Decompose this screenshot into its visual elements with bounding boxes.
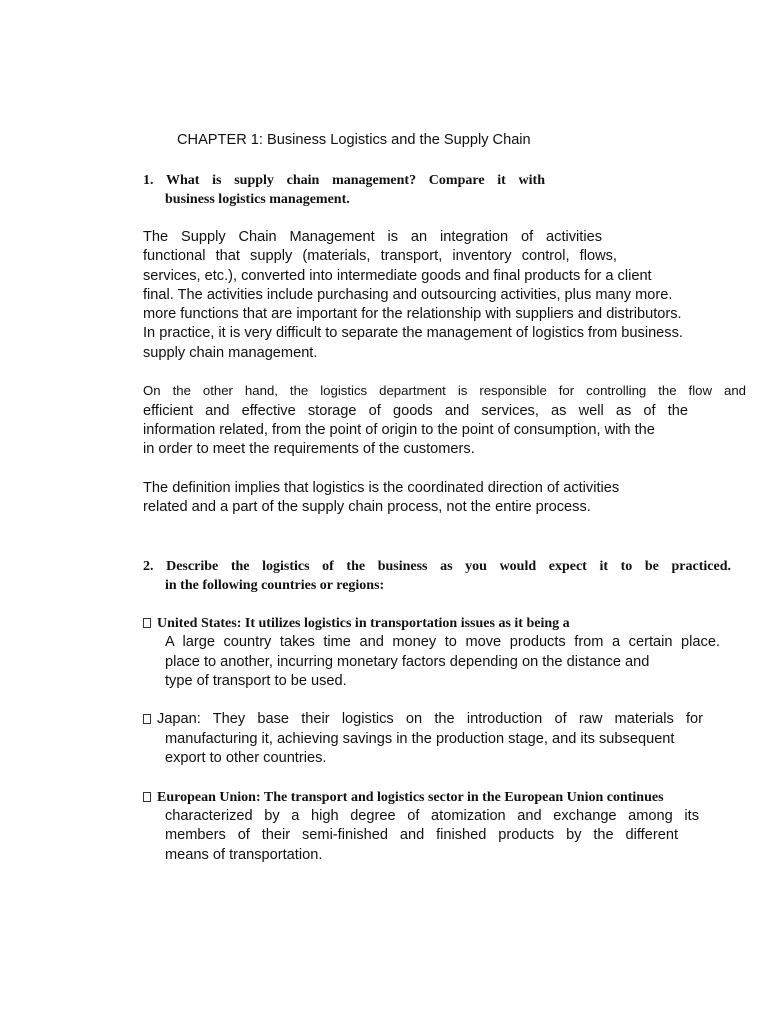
chapter-title: CHAPTER 1: Business Logistics and the Supply Chain xyxy=(177,132,531,148)
eu-item-line-3: members of their semi-finished and finished products by the different xyxy=(165,827,678,843)
paragraph-3-line-1: The definition implies that logistics is the coordinated direction of activities xyxy=(143,480,620,496)
us-item-heading: United States: It utilizes logistics in transportation issues as it being a xyxy=(157,616,570,631)
question-2-line-2: in the following countries or regions: xyxy=(165,578,385,593)
question-1-line-1: 1. What is supply chain management? Compare it with xyxy=(143,173,545,188)
bullet-box-icon xyxy=(143,618,151,628)
japan-item-line-2: manufacturing it, achieving savings in the production stage, and its subsequent xyxy=(165,731,675,747)
us-item-line-2: A large country takes time and money to move products from a certain place. xyxy=(165,634,720,650)
paragraph-1-line-7: supply chain management. xyxy=(143,345,318,361)
paragraph-3-line-2: related and a part of the supply chain process, not the entire process. xyxy=(143,499,591,515)
paragraph-2-line-2: efficient and effective storage of goods and services, as well as of the xyxy=(143,403,688,419)
us-item-line-4: type of transport to be used. xyxy=(165,673,347,689)
eu-item-line-2: characterized by a high degree of atomization and exchange among its xyxy=(165,808,699,824)
us-item-line-3: place to another, incurring monetary factors depending on the distance and xyxy=(165,654,650,670)
japan-item-line-3: export to other countries. xyxy=(165,750,327,766)
paragraph-1-line-1: The Supply Chain Management is an integration of activities xyxy=(143,229,602,245)
paragraph-1-line-5: more functions that are important for the relationship with suppliers and distributors. xyxy=(143,306,682,322)
paragraph-2-line-1: On the other hand, the logistics department is responsible for controlling the flow and xyxy=(143,383,746,398)
question-2-line-1: 2. Describe the logistics of the business as you would expect it to be practiced. xyxy=(143,559,731,574)
japan-item-text: Japan: They base their logistics on the introduction of raw materials for xyxy=(157,711,703,727)
paragraph-1-line-6: In practice, it is very difficult to separate the management of logistics from business. xyxy=(143,325,683,341)
question-1-line-2: business logistics management. xyxy=(165,192,350,207)
us-item-line-1 xyxy=(143,614,570,633)
paragraph-2-line-4: in order to meet the requirements of the customers. xyxy=(143,441,475,457)
bullet-box-icon xyxy=(143,714,151,724)
bullet-box-icon xyxy=(143,792,151,802)
japan-item-line-1 xyxy=(143,710,703,729)
paragraph-2-line-3: information related, from the point of origin to the point of consumption, with the xyxy=(143,422,655,438)
paragraph-1-line-3: services, etc.), converted into intermediate goods and final products for a client xyxy=(143,268,652,284)
paragraph-1-line-2: functional that supply (materials, transport, inventory control, flows, xyxy=(143,248,617,264)
eu-item-heading: European Union: The transport and logistics sector in the European Union continues xyxy=(157,790,664,805)
eu-item-line-4: means of transportation. xyxy=(165,847,323,863)
paragraph-1-line-4: final. The activities include purchasing and outsourcing activities, plus many more. xyxy=(143,287,673,303)
eu-item-line-1 xyxy=(143,788,664,807)
